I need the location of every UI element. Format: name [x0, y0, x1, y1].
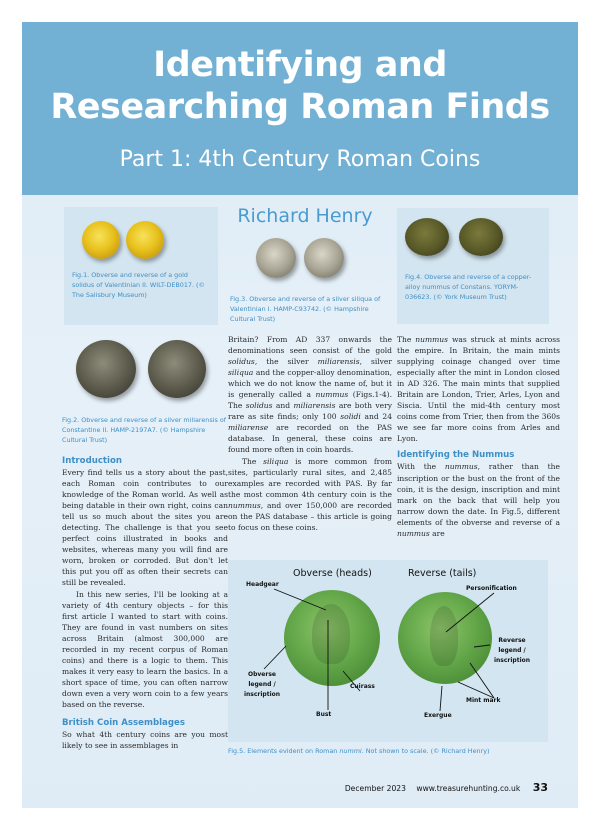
assemblages-paragraph-1-continued: Britain? From AD 337 onwards the denominations seen consist of the gold solidus, the silver miliarensis, silver siliqua and the copper-alloy denomination, which we do not know the name of, but it is generally called a nummus (Figs.1-4). The solidus and miliarensis are both very rare as site finds; only 100 solidi and 24 miliarense are recorded on the PAS database. In general, these coins are found more often in coin hoards.: [228, 335, 393, 455]
headgear-label: Headgear: [246, 581, 279, 588]
assemblages-paragraph-2: The siliqua is more common from sites, particularly rural sites, and 2,485 examples are recorded with PAS. By far the most common 4th century coin is the nummus, and over 150,000 are recorded on the PAS database – this article is going to focus on these coins.: [228, 456, 392, 532]
figure-1: [64, 207, 218, 325]
column-3: [397, 334, 560, 539]
website-link[interactable]: www.treasurehunting.co.uk: [416, 784, 521, 793]
silver-siliqua-obverse-image: [256, 238, 296, 278]
introduction-paragraph-2: In this new series, I'll be looking at a variety of 4th century objects – for this first article I wanted to start with coins. They are found in vast numbers on sites across Britain (almost 300,000 are recorded in my recent corpus of Roman coins) and there is a logic to them. This makes it very easy to learn the basics. In a short space of time, you can often narrow down even a very worn coin to a few years based on the reverse.: [62, 589, 228, 709]
assemblages-heading: British Coin Assemblages: [62, 718, 185, 729]
figure-5-caption: Fig.5. Elements evident on Roman nummi. Not shown to scale. (© Richard Henry): [228, 747, 490, 755]
mints-paragraph: The nummus was struck at mints across the empire. In Britain, the main mints supplying coinage changed over time especially after the mint in London closed in AD 326. The main mints that supplied Britain are London, Trier, Arles, Lyon and Siscia. Until the mid-4th century most coins come from Trier, then from the 360s we see far more coins from Arles and Lyon.: [397, 335, 560, 444]
introduction-paragraph-1: Every find tells us a story about the past, each Roman coin contributes to our knowledge of the Roman world. As well as being datable in their own right, coins can tell us so much about the sites you are detecting. The challenge is that you see perfect coins illustrated in books and websites, whereas many you will find are worn, broken or corroded. But don't let this put you off as often their secrets can still be revealed.: [62, 468, 228, 588]
magazine-page: [22, 22, 578, 808]
figure-1-caption: Fig.1. Obverse and reverse of a gold solidus of Valentinian II. WILT-DEB017. (© The Salisbury Museum): [72, 271, 205, 299]
reverse-heading: Reverse (tails): [408, 568, 477, 579]
gold-solidus-obverse-image: [82, 221, 120, 259]
silver-siliqua-reverse-image: [304, 238, 344, 278]
bronze-nummus-reverse-image: [459, 218, 503, 256]
personification-label: Personification: [466, 585, 517, 592]
identifying-nummus-paragraph: With the nummus, rather than the inscription or the bust on the front of the coin, it is the design, inscription and mint mark on the back that will help you narrow down the date. In Fig.5, different elements of the obverse and reverse of a nummus are: [397, 462, 560, 538]
figure-4-caption: Fig.4. Obverse and reverse of a copper-alloy nummus of Constans. YORYM-036623. (© York Museum Trust): [405, 273, 532, 301]
figure-4: [397, 208, 549, 324]
article-header: [22, 22, 578, 195]
bronze-nummus-obverse-image: [405, 218, 449, 256]
column-1: [62, 455, 228, 751]
reverse-legend-label: Reverse legend / inscription: [493, 637, 531, 664]
exergue-label: Exergue: [424, 712, 452, 719]
page-number: 33: [532, 781, 548, 794]
article-subtitle: Part 1: 4th Century Roman Coins: [119, 147, 481, 172]
gold-solidus-reverse-image: [126, 221, 164, 259]
obverse-legend-label: Obverse legend / inscription: [243, 671, 281, 698]
figure-5: [228, 560, 548, 742]
silver-miliarensis-reverse-image: [148, 340, 206, 398]
silver-miliarensis-obverse-image: [76, 340, 136, 398]
figure-2-caption: Fig.2. Obverse and reverse of a silver miliarensis of Constantine II. HAMP-2197A7. (© Hampshire Cultural Trust): [62, 416, 226, 444]
title-line-1: Identifying and: [153, 45, 447, 85]
bust-label: Bust: [316, 711, 332, 718]
obverse-heading: Obverse (heads): [293, 568, 372, 579]
introduction-heading: Introduction: [62, 456, 123, 466]
issue-date: December 2023: [344, 784, 406, 793]
page-footer: [345, 781, 548, 794]
figure-3-caption: Fig.3. Obverse and reverse of a silver siliqua of Valentinian I. HAMP-C93742. (© Hampshire Cultural Trust): [230, 295, 381, 323]
figure-3: [228, 230, 392, 330]
cuirass-label: Cuirass: [350, 683, 375, 690]
column-2: [228, 334, 392, 533]
title-line-2: Researching Roman Finds: [50, 87, 550, 127]
author-name: Richard Henry: [237, 205, 373, 227]
figure-2: [62, 334, 230, 459]
mint-mark-label: Mint mark: [466, 697, 501, 704]
identifying-nummus-heading: Identifying the Nummus: [397, 450, 515, 461]
article-title: [22, 44, 578, 128]
assemblages-paragraph-1-start: So what 4th century coins are you most likely to see in assemblages in: [62, 730, 228, 751]
